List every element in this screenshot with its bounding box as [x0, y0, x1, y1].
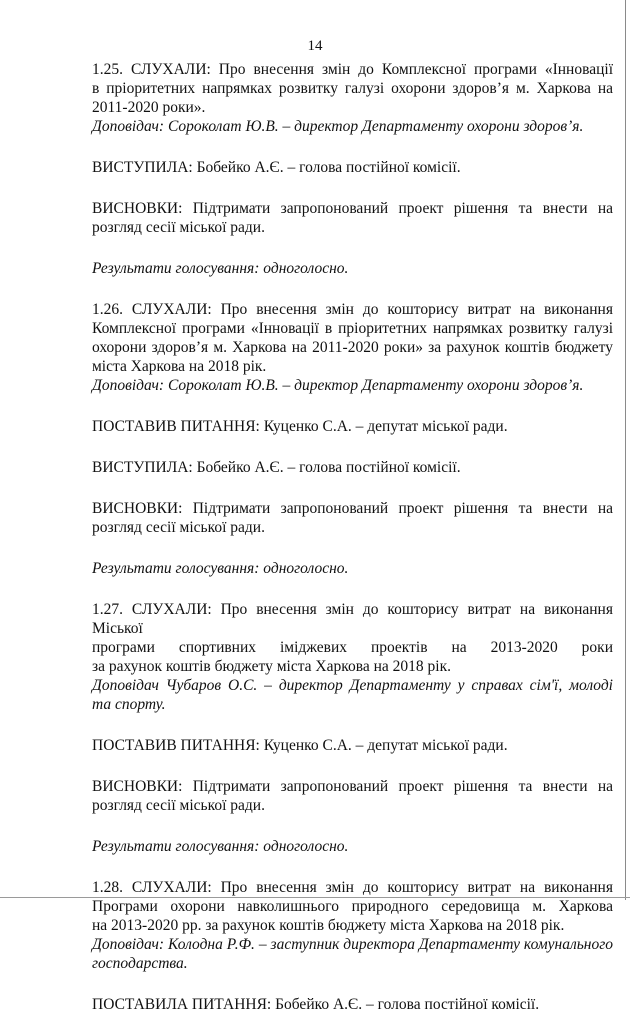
page-number: 14	[307, 38, 323, 54]
agenda-item-1-28	[92, 878, 613, 1014]
page-edge-right	[625, 0, 626, 900]
document-body	[92, 60, 613, 1014]
heard-line: 1.26. СЛУХАЛИ: Про внесення змін до кошторису витрат на виконання	[92, 301, 613, 318]
heard-line: 1.27. СЛУХАЛИ: Про внесення змін до кошторису витрат на виконання Міської	[92, 601, 613, 637]
heard-line: за рахунок коштів бюджету міста Харкова на 2018 рік.	[92, 658, 451, 675]
conclusions-line: розгляд сесії міської ради.	[92, 797, 265, 814]
conclusions-line: розгляд сесії міської ради.	[92, 519, 265, 536]
speaker-line: Доповідач: Колодна Р.Ф. – заступник директора Департаменту комунального	[92, 936, 613, 953]
conclusions-line: ВИСНОВКИ: Підтримати запропонований проект рішення та внести на	[92, 778, 613, 795]
vote-result: Результати голосування: одноголосно.	[92, 260, 349, 277]
heard-line: Комплексної програми «Інновації в пріоритетних напрямках розвитку галузі	[92, 320, 613, 337]
heard-line: в пріоритетних напрямках розвитку галузі охорони здоров’я м. Харкова на	[92, 80, 613, 97]
agenda-item-1-26	[92, 300, 613, 578]
heard-line: Програми охорони навколишнього природного середовища м. Харкова	[92, 898, 613, 915]
raised-question-line: ПОСТАВИВ ПИТАННЯ: Куценко С.А. – депутат міської ради.	[92, 737, 508, 754]
conclusions-line: ВИСНОВКИ: Підтримати запропонований проект рішення та внести на	[92, 500, 613, 517]
spoke-line: ВИСТУПИЛА: Бобейко А.Є. – голова постійної комісії.	[92, 159, 461, 176]
raised-question-line: ПОСТАВИВ ПИТАННЯ: Куценко С.А. – депутат міської ради.	[92, 418, 508, 435]
spoke-line: ВИСТУПИЛА: Бобейко А.Є. – голова постійної комісії.	[92, 459, 461, 476]
conclusions-line: розгляд сесії міської ради.	[92, 219, 265, 236]
speaker-line: Доповідач: Сороколат Ю.В. – директор Департаменту охорони здоров’я.	[92, 377, 584, 394]
speaker-line: Доповідач: Сороколат Ю.В. – директор Департаменту охорони здоров’я.	[92, 118, 584, 135]
speaker-line: Доповідач Чубаров О.С. – директор Департаменту у справах сім'ї, молоді	[92, 677, 613, 694]
heard-line: міста Харкова на 2018 рік.	[92, 358, 267, 375]
heard-line: 1.28. СЛУХАЛИ: Про внесення змін до кошторису витрат на виконання	[92, 879, 613, 896]
heard-line: програми спортивних іміджевих проектів на 2013-2020 роки	[92, 639, 613, 656]
heard-line: 2011-2020 роки».	[92, 99, 206, 116]
conclusions-line: ВИСНОВКИ: Підтримати запропонований проект рішення та внести на	[92, 200, 613, 217]
raised-question-line: ПОСТАВИЛА ПИТАННЯ: Бобейко А.Є. – голова постійної комісії.	[92, 996, 540, 1013]
heard-line: на 2013-2020 рр. за рахунок коштів бюджету міста Харкова на 2018 рік.	[92, 917, 565, 934]
heard-line: 1.25. СЛУХАЛИ: Про внесення змін до Комплексної програми «Інновації	[92, 61, 613, 78]
speaker-line: господарства.	[92, 955, 188, 972]
vote-result: Результати голосування: одноголосно.	[92, 838, 349, 855]
speaker-line: та спорту.	[92, 696, 166, 713]
vote-result: Результати голосування: одноголосно.	[92, 560, 349, 577]
heard-line: охорони здоров’я м. Харкова на 2011-2020 роки» за рахунок коштів бюджету	[92, 339, 613, 356]
agenda-item-1-27	[92, 600, 613, 856]
agenda-item-1-25	[92, 60, 613, 278]
